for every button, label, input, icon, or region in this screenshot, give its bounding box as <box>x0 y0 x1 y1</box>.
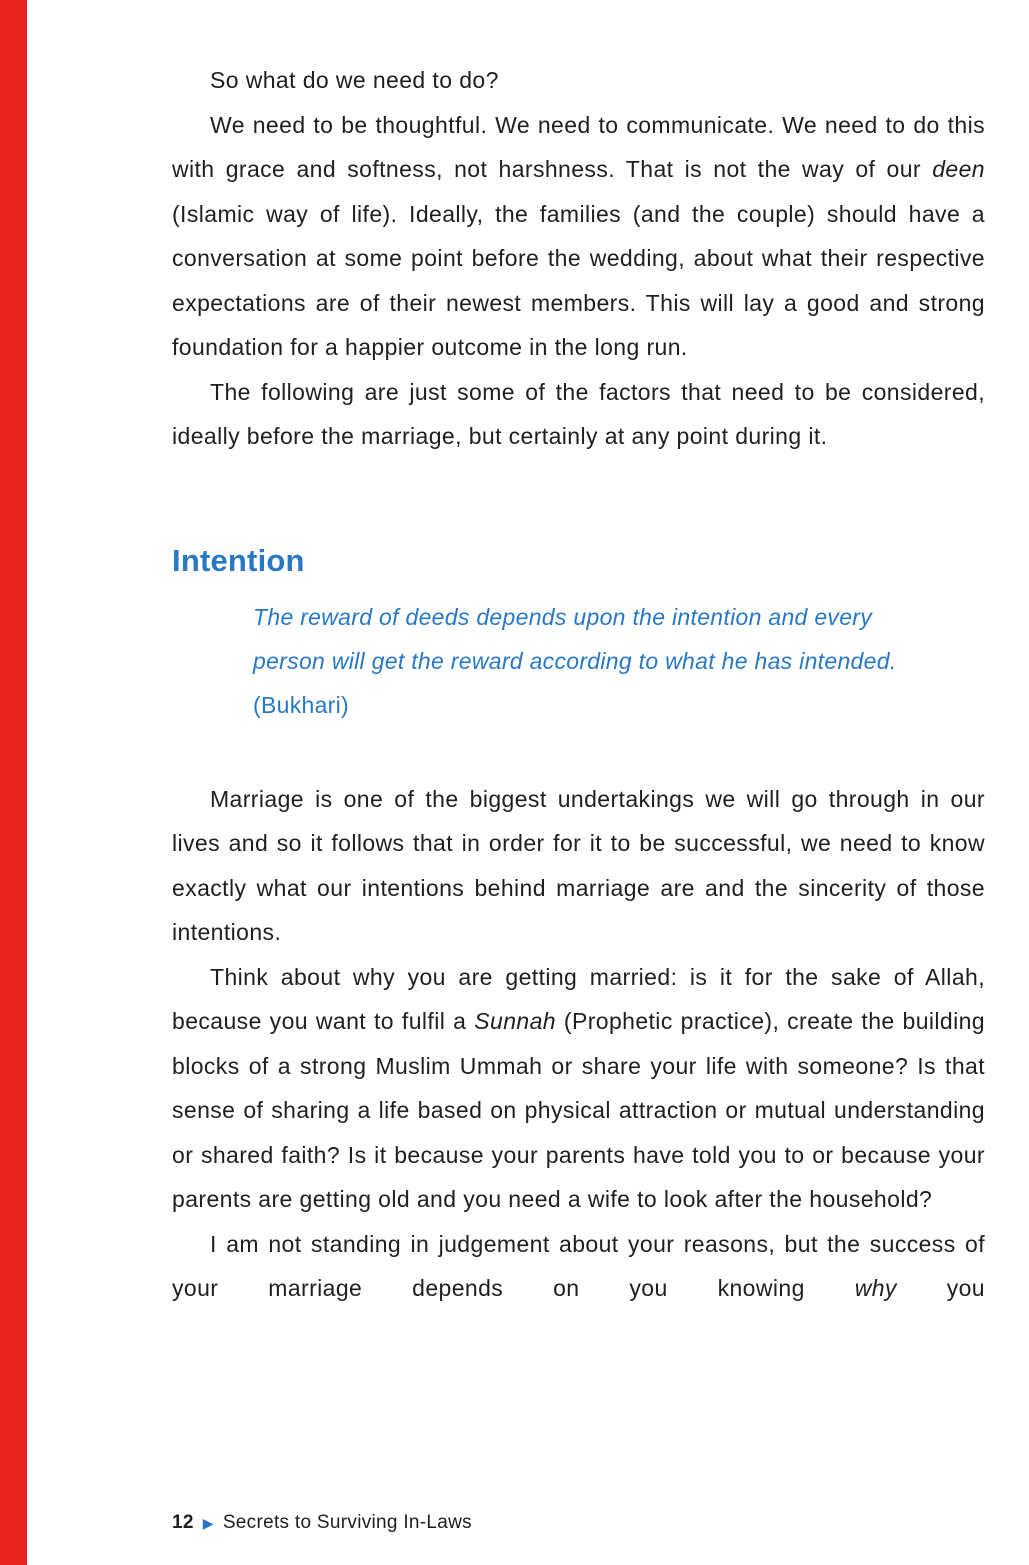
text-run: We need to be thoughtful. We need to communicate. We need to do this with grace and softness, not harshness. That is not the way of our <box>172 111 985 182</box>
text-run: Marriage is one of the biggest undertakings we will go through in our lives and so it follows that in order for it to be successful, we need to know exactly what our intentions behind marriage are and the sincerity of those intentions. <box>172 785 985 945</box>
paragraph <box>172 777 985 955</box>
paragraph <box>172 370 985 459</box>
text-run: (Islamic way of life). Ideally, the families (and the couple) should have a conversation at some point before the wedding, about what their respective expectations are of their newest members. This will lay a good and strong foundation for a happier outcome in the long run. <box>172 200 985 360</box>
italic-text-run: Sunnah <box>474 1008 556 1034</box>
paragraph <box>172 103 985 370</box>
paragraph <box>172 955 985 1222</box>
text-run: (Prophetic practice), create the building blocks of a strong Muslim Ummah or share your life with someone? Is that sense of sharing a life based on physical attraction or mutual understanding or shared faith? Is it because your parents have told you to or because your parents are getting old and you need a wife to look after the household? <box>172 1008 985 1212</box>
text-run: (Bukhari) <box>253 691 350 718</box>
italic-text-run: The reward of deeds depends upon the intention and every person will get the reward according to what he has intended. <box>253 603 897 674</box>
section-heading: Intention <box>172 542 305 578</box>
arrow-icon: ▶ <box>202 1515 214 1531</box>
paragraph <box>172 58 985 103</box>
text-run: Think about why you are getting married: is it for the sake of Allah, because you want to fulfil a <box>172 963 985 1034</box>
text-blocks <box>172 58 985 1311</box>
text-run: I am not standing in judgement about your reasons, but the success of your marriage depends on you knowing <box>172 1230 985 1301</box>
paragraph <box>172 1222 985 1311</box>
page-footer <box>172 1512 472 1534</box>
quote-block <box>172 595 903 727</box>
text-run: you <box>896 1275 985 1301</box>
red-spine-strip <box>0 0 27 1565</box>
book-title: Secrets to Surviving In-Laws <box>222 1512 472 1533</box>
text-run: So what do we need to do? <box>210 67 499 93</box>
page-number: 12 <box>172 1512 194 1533</box>
italic-text-run: why <box>854 1275 897 1301</box>
text-run: The following are just some of the factors that need to be considered, ideally before the marriage, but certainly at any point during it. <box>172 378 985 449</box>
page-content <box>172 58 985 1311</box>
italic-text-run: deen <box>932 156 985 182</box>
